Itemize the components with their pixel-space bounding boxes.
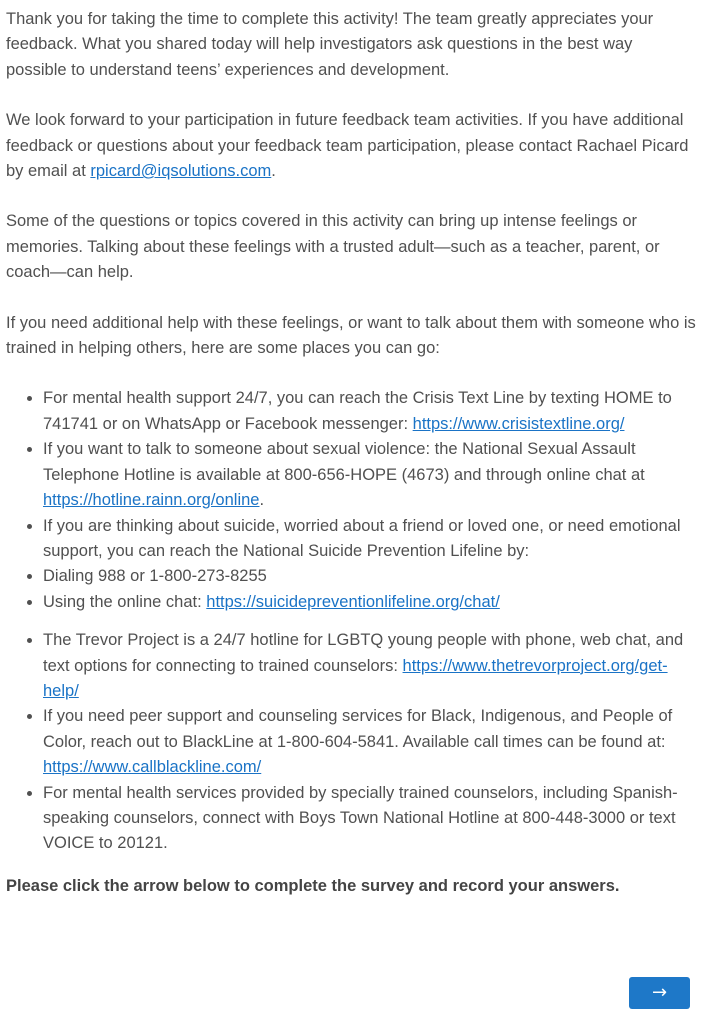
resource-text: Dialing 988 or 1-800-273-8255 xyxy=(43,567,267,586)
contact-text: We look forward to your participation in future feedback team activities. If you have additional feedback or questions about your feedback team participation, please contact Rachael Picard by email at xyxy=(6,111,689,181)
resource-list-a xyxy=(6,386,696,615)
resource-text: If you want to talk to someone about sexual violence: the National Sexual Assault Telephone Hotline is available at 800-656-HOPE (4673) and through online chat at xyxy=(43,440,645,484)
resource-text: For mental health support 24/7, you can reach the Crisis Text Line by texting HOME to 741741 or on WhatsApp or Facebook messenger: xyxy=(43,389,672,433)
resource-item xyxy=(43,514,696,565)
complete-survey-instruction: Please click the arrow below to complete the survey and record your answers. xyxy=(6,876,620,895)
resource-item xyxy=(43,628,696,704)
lifeline-chat-link[interactable]: https://suicidepreventionlifeline.org/chat/ xyxy=(206,592,500,611)
survey-end-content xyxy=(6,7,696,899)
contact-paragraph xyxy=(6,108,696,184)
resource-text: The Trevor Project is a 24/7 hotline for LGBTQ young people with phone, web chat, and text options for connecting to trained counselors: xyxy=(43,631,684,675)
blackline-link[interactable]: https://www.callblackline.com/ xyxy=(43,758,262,777)
resource-item xyxy=(43,590,696,615)
resource-item xyxy=(43,564,696,589)
resource-text: Using the online chat: xyxy=(43,592,207,611)
help-intro-paragraph: If you need additional help with these feelings, or want to talk about them with someone who is trained in helping others, here are some places you can go: xyxy=(6,313,696,358)
resource-list-b xyxy=(6,628,696,857)
feelings-paragraph: Some of the questions or topics covered in this activity can bring up intense feelings or memories. Talking about these feelings with a trusted adult—such as a teacher, parent, or coach—can help. xyxy=(6,212,660,282)
resource-item xyxy=(43,781,696,857)
resource-text: If you are thinking about suicide, worried about a friend or loved one, or need emotional support, you can reach the National Suicide Prevention Lifeline by: xyxy=(43,516,681,560)
resource-item xyxy=(43,704,696,780)
trevor-project-link[interactable]: https://www.thetrevorproject.org/get-help/ xyxy=(43,656,668,700)
contact-email-link[interactable]: rpicard@iqsolutions.com xyxy=(90,162,272,181)
resource-text: If you need peer support and counseling services for Black, Indigenous, and People of Color, reach out to BlackLine at 1-800-604-5841. Available call times can be found at: xyxy=(43,707,673,751)
resource-text: For mental health services provided by specially trained counselors, including Spanish-speaking counselors, connect with Boys Town National Hotline at 800-448-3000 or text VOICE to 20121. xyxy=(43,783,678,853)
resource-end: . xyxy=(259,491,265,510)
arrow-right-icon: → xyxy=(651,982,668,1003)
crisis-text-line-link[interactable]: https://www.crisistextline.org/ xyxy=(412,414,625,433)
next-arrow-button[interactable] xyxy=(629,977,690,1009)
resource-item xyxy=(43,386,696,437)
rainn-hotline-link[interactable]: https://hotline.rainn.org/online xyxy=(43,491,260,510)
thank-you-paragraph: Thank you for taking the time to complete this activity! The team greatly appreciates your feedback. What you shared today will help investigators ask questions in the best way possible to understand teens’ experiences and development. xyxy=(6,10,654,79)
resource-item xyxy=(43,437,696,513)
contact-end: . xyxy=(271,162,276,181)
